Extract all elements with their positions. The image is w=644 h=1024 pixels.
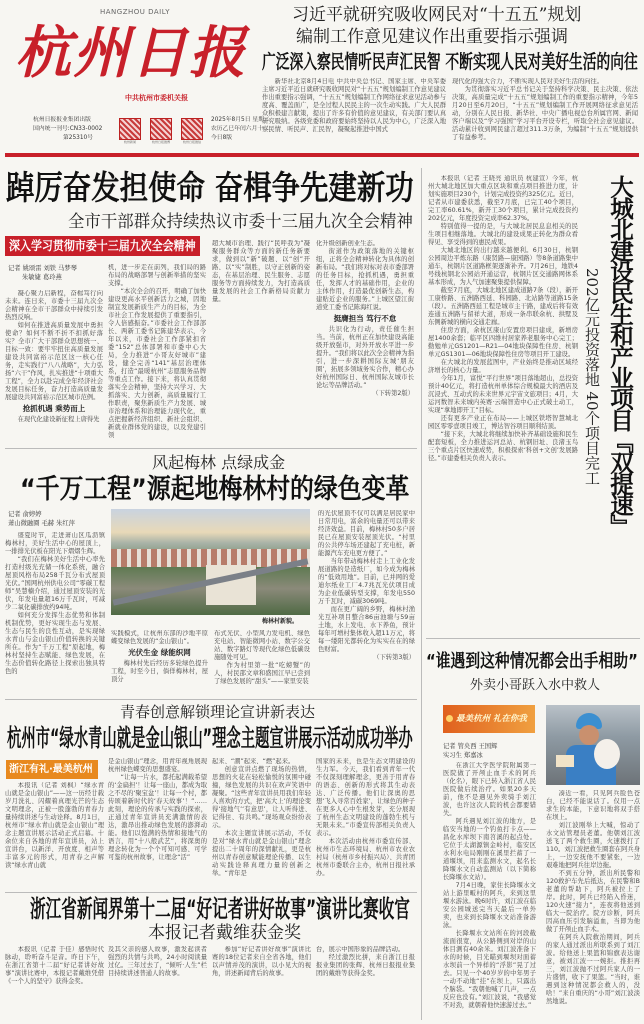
paragraph: “让每一片水，都托起满载希望的‘金扁担’！让每一座山，都成为取之不尽的‘聚宝盆’！让每一个村，都传颂着新时代的‘春天故事’！”……此刻，理论的传承与实践的探索，正通过青年宣讲员充满激情的表达，激昂出推动绿色发展的澎湃动能。他们以饱满的热情和接地气的语言，用“十八般武艺”，将深奥的理念转化为一个个可知可感、可学可鉴的杭州故事，让理念“活” [108, 774, 207, 861]
cityn-headline: 大城北建设民生和产业项目『双提速』 [606, 175, 634, 536]
lead-kicker-2-box [296, 27, 632, 47]
paragraph: 参加“好记者讲好故事”演讲比赛的18位记者来自全省各地，他们以声情并茂的演讲，以小见大的视角，讲述新闻背后的故事。 [212, 946, 311, 977]
paragraph: 盛夏时节，走进萧山区瓜沥镇梅林村，美好生活中心的屋顶上，一排排光伏板在阳光下熠熠生辉。 [5, 532, 105, 555]
paragraph: 实践模式，让杭州东部的沙地平原蝶变绿色发展的“金山银山”。 [111, 630, 208, 645]
masthead-logo: 杭州日报 [15, 20, 247, 86]
paragraph: 今年1月，富悦“平行世界”项目落地超山，总投资预计40亿元，将打造杭州单体综合规模最大的酒店及沉浸式、互动式的未来世界元宇宙文旅项目；4月，大运河数智未来城内英赛·云端智造中心正式破土动工，实现“拿地即开工”目标。 [428, 375, 578, 414]
main-banner-text: 深入学习贯彻市委十三届九次全会精神 [9, 238, 196, 253]
paragraph: 如何在推进高质量发展中勇担使命？如何不断不折不扣抓好落实？全市广大干部群众思想统一、目标一致：要牢牢扭住高质量发展建设共同富裕示范区这一核心任务，走实践行“八八战略”，大力弘扬“六干”作风，扎实推进“十项重大工程”，全力以赴完成全年经济社会发展目标任务，奋力打造高质量发展建设共同富裕示范区城市范例。 [5, 322, 103, 401]
meilin-col-1 [5, 532, 105, 694]
lecture-headline-box [7, 724, 413, 753]
main-col-3 [212, 240, 310, 442]
paragraph: 新华社北京8月4日电 中共中央总书记、国家主席、中央军委主席习近平近日就研究吸收网民对“十五五”规划编制工作意见建议作出重要指示强调，“十五五”规划编制工作网络征求意见活动参与度高、覆盖面广，是全过程人民民主的一次生动实践。广大人民群众积极建言献策，提出了许多有价值的意见建议，有关部门要认真研究吸纳。各级党委和政府要始终坚持以人民为中心，广泛深入地察民情、听民声、汇民智，凝聚起推进中国式 [262, 78, 446, 133]
main-col-1 [5, 290, 103, 442]
paragraph: 截至7月底，大城北地区建成道路7条（段），新开工康桥路、五洲路西延、科园路、北站路等道路15条（段）。五洲路西延工程是城市主干路，建成后将有效连通五洲路与留祥大道，形成一条串联余杭、拱墅及东侧新城的横向交通走廊。 [428, 287, 578, 326]
paragraph: 还有更多产业正在布局——上城区铁塔智慧城北园区零零壹项目竣工，博达智谷项目顺利结顶。 [428, 415, 578, 430]
paragraph: 如何充分发挥生态优势和体制机制优势，更好实现生态与发展、生态与民生的良性互动，是实现绿水青山与金山银山价值转换的关键所在。作为“千万工程”原起地，梅林村坚持生态赋能、绿色发展，在生态价值转化路径上探索出独具特色的 [5, 612, 105, 675]
main-headline-box [6, 168, 414, 208]
paragraph: “我们在梅林美好生活中心率先打造村级光充储一体化系统，融合屋顶风格布局258千瓦分布式屋顶光伏。”国网杭州供电公司“零碳工程师”吴慧楠介绍，通过屋顶安装的光伏，年发电量超16万千瓦时，可减少二氧化碳排放约94吨。 [5, 556, 105, 611]
masthead-rule [5, 153, 639, 157]
main-byline [8, 264, 77, 282]
lead-kicker-1-box [292, 5, 632, 25]
masthead-english: HANGZHOU DAILY [100, 8, 170, 16]
byline-line: 记者 管央西 王国辉 [443, 743, 498, 750]
paragraph: “本次全会的召开，明确了加快建设更高水平创新活力之城，因地制宜发展新质生产力的目标，为全市社会工作发展提供了重要指引，令人倍感振奋。”市委社会工作部部长、两新工委书记陈建华表示，今年以来，市委社会工作部紧扣省委“152”总体部署和市委中心大局，全力推进“小哥友好城市”建设，健全完善“141”基层治理体系，打造“最暖杭州”志愿服务品牌等重点工作。接下来，将认真贯彻落实全会精神，坚持大兴学习、大抓落实、大力创新，高质量履行工作职责，聚焦新质生产力发展、城市治理体系和治理能力现代化，重点把握新经济组织、新社会组织、新就业群体党的建设，以及党建引领 [108, 288, 206, 439]
rescue-photo [546, 705, 640, 785]
section-divider [5, 448, 417, 449]
lecture-kicker: 青春创意解锁理论宣讲新表达 [120, 703, 316, 721]
paragraph: “接下来，大城北将继续加快补齐基础设施和民生配套短板，全力推进运河总站、杭钢旧址、良渚玉鸟三个重点片区快速成势，积极探索‘科创+文创’发展路径。”市建委相关负责人表示。 [428, 431, 578, 462]
paragraph: 经过激烈比拼，来自浙江日报报业集团的张辉、杭州日报报业集团的戴维等获得金奖。 [316, 954, 415, 977]
qr-codes [119, 118, 203, 144]
paragraph: 凑近一看，只见阿兵脸色苍白，已经不能说话了。仅用一点求生的本能，下意识地将双手搭在坝上。 [546, 790, 640, 821]
lecture-banner-text: 浙江有礼·最美杭州 [9, 764, 93, 775]
paragraph: 化升级创新创业生态。 [316, 240, 379, 247]
paragraph: 街道作为政策落地的关键枢纽，正将全会精神转化为具体的创新布局。“我们将对标对表市委部署的任务目标，抢抓机遇，勇担重任，发挥人才的基础作用，企业的主体作用，打造最优创新生态，构建贴近企业的服务。”上城区望江街道党工委书记陈海红说。 [316, 248, 414, 311]
paragraph: 机，进一步走在前列，我们局的路布局的战略部署与创新举措的坚实支撑。 [108, 264, 206, 287]
paragraph: 在大城北的发展蓝图中，产业始终是推动区域经济增长的核心力量。 [428, 359, 578, 374]
paragraph: 为贯彻落实习近平总书记关于坚持科学决策、民主决策、依法决策，高质量完成“十五五”规划编制工作的重要指示精神，今年5月20日至6月20日，“十五五”规划编制工作开展网络征求意见活动，分别在人民日报、新华社、中央广播电视总台所属官网、新闻客户端以及“学习强国”学习平台开设专栏，听取全社会意见建议。活动累计收到网民建言超过311.3万条，为编制“十五五”规划提供了有益参考。 [452, 86, 638, 141]
lecture-banner [6, 760, 98, 779]
qr-label: 杭州日报微博 [151, 140, 170, 144]
section-subhead: 光伏生金 绿能织网 [128, 648, 191, 657]
meilin-byline [8, 510, 75, 528]
award-headline: 浙江省新闻界第十二届“好记者讲好故事”演讲比赛收官 [30, 895, 410, 923]
paragraph: 大城北地区的出行越来越便利。6月30日，杭钢公园周边平炼东路（康贤路—康园路）等8条道路集中通车，杭钢片区道路框架逐渐补齐。7月26日，地铁4号线杭钢北公园站开通运营，杭钢片区交通路网体系基本形成，为人气加速聚集提供保障。 [428, 247, 578, 286]
rescue-col-2 [546, 790, 640, 1020]
meilin-photo [111, 509, 310, 615]
masthead-organ: 中共杭州市委机关报 [125, 94, 188, 102]
cn-number: 国内统一刊号:CN33-0002 [33, 126, 103, 132]
rescue-headline: “谁遇到这种情况都会出手相助” [426, 651, 638, 672]
rescue-byline [443, 742, 497, 760]
date-info [211, 116, 270, 143]
main-subtitle: 全市干部群众持续热议市委十三届九次全会精神 [68, 212, 413, 232]
paragraph: 当年带动梅林村走上工业化发展道路的是造纸厂，如今成为梅林的“低效用地”。目前，已并网的爱迪尔纸业工厂4.7兆瓦光伏项目成为企业低碳转型支撑，年发电550万千瓦时，减碳3069吨。 [318, 558, 415, 605]
main-subtitle-box [68, 212, 413, 233]
meilin-col-3 [214, 630, 310, 694]
lead-col-1 [262, 78, 446, 150]
award-col-2 [108, 946, 207, 1022]
lecture-col-2 [108, 758, 207, 890]
paragraph: 住房方面，余杭区康山安置房项目建成，新增房屋1400余套；临平区四维村居家养老服务中心完工；勤勉单元GS1201—R21—04地块保障性住房、杭钢单元GS1301—06地块保障性住房等项目开工建设。 [428, 327, 578, 358]
rescue-banner-inner [446, 705, 527, 733]
byline-line: 实习生 郑嘉冰 [443, 752, 483, 759]
jump-line[interactable]: （下转第2版） [372, 390, 414, 397]
paragraph: 本次主题宣讲展示活动，不仅是对“绿水青山就是金山银山”理念提出二十周年的深情献礼，更是杭州以青春创意赋能理论传播、以生动实践诠释真理力量的创新之举。“青年是 [212, 830, 311, 877]
lecture-headline: 杭州市“绿水青山就是金山银山”理念主题宣讲展示活动成功举办 [7, 724, 413, 752]
qr-label: 杭州日报微信 [182, 140, 201, 144]
column-divider [421, 168, 422, 1020]
main-col-2 [108, 264, 206, 442]
paragraph: 及其父亲的感人故事，激发起读者强烈的共情与共鸣，24小时阅读量过亿。三年过去了，“倾听·人生”栏目持续讲述普通人的故事。 [108, 946, 207, 977]
award-col-4 [316, 946, 415, 1022]
rescue-subtitle: 外卖小哥跃入水中救人 [470, 678, 601, 693]
paragraph: 的光伏屋顶不仅可以满足居民家中日常用电，富余的电量还可以带来经济效益。目前，梅林村50多户居民已在屋顶安装屋顶光伏。“村里的公共停车场还建起了充电桩，新能源汽车充电更方便了。” [318, 510, 415, 557]
paragraph: 特别值得一提的是，与大城北居民息息相关的民生项目相继落地。大城北的建设成果正转化为群众看得见、享受得到的惠民成果。 [428, 223, 578, 246]
byline-line: 记者 俞婷婷 [8, 511, 42, 518]
paragraph: 本报讯（记者 于佳）感悟时代脉动，聆听奋斗足音。昨日下午，在浙江省第十二届“好记者讲好故事”演讲比赛中，本报记者戴维凭借《一个人的坚守》获得金奖。 [5, 946, 104, 985]
lecture-col-3 [212, 758, 311, 890]
meilin-kicker: 风起梅林 点绿成金 [152, 453, 286, 472]
jump-line[interactable]: （下转第3版） [373, 654, 415, 661]
paragraph: 国家的未来，也是生态文明建设的生力军。今天，我们看到青年一代不仅深刻理解理念，更善于用青春的语态、创新的形式将其生动表达、广泛传播。他们让深奥的思想‘飞入寻常百姓家’，让绿色的种子在更多人心中生根发芽，充分展现了杭州生态文明建设的蓬勃生机与无限未来。”市委宣传部相关负责人表示。 [316, 758, 415, 837]
paragraph: 长降堰水文站所在的河段截流面很宽，从公路侧到对岸的山体目测有40余米。刘江波准备下水的时候，目光瞄到堰坝对面蓄水坝前一个异样的“浮影”晃了过去。只见一个40岁岁的中年男子一动不动地“挂”在坝上，只露出个脑袋。“我朝他喊了几声，一点反应也没有。”刘江波说，“我感觉不对劲，就朝着他快速游过去。” [443, 930, 536, 1009]
paragraph: 起来、“潮”起来、“燃”起来。 [212, 758, 295, 765]
rescue-col-1 [443, 762, 536, 1020]
paragraph: 凝心聚力启新程，奋楫笃行向未来。连日来，市委十三届九次全会精神在全市干部群众中持续引发热烈反响。 [5, 290, 103, 321]
paragraph: 本报讯（记者 王晓亮 通讯员 杭建宣）今年，杭州大城北地区加大重点区块和重点项目推进力度，计划实施项目230个，计划完成投资约325亿元。近日，记者从市建委获悉，截至7月底，已完工40个项目，完工率60.61%，新开工30个项目，累计完成投资约202亿元，年度投资完成率62.37%。 [428, 175, 578, 222]
award-subtitle: 本报记者戴维获金奖 [148, 923, 301, 943]
meilin-headline: “千万工程”源起地梅林村的绿色变革 [20, 474, 410, 505]
meilin-col-2 [111, 630, 208, 694]
paragraph: 是金山银山”理念，用青年视角展现杭州绿色蝶变的思想盛宴。 [108, 758, 207, 773]
section-divider [5, 699, 417, 700]
banner-text: 最美杭州 礼在你我 [455, 714, 527, 724]
qr-label: 杭州新闻 [123, 140, 136, 144]
paragraph: 梅林村先后经历多轮绿色提升工程，时至今日，倘佯梅林村，屋顶分 [111, 660, 208, 683]
byline-line: 萧山微融圈 毛赫 朱红萍 [8, 520, 75, 527]
byline-line: 记者 姚颂雷 刘铁 马梦琴 [8, 265, 77, 272]
date: 2025年8月5日 星期二 [211, 117, 270, 123]
rescue-headline-box [426, 650, 638, 673]
main-headline: 踔厉奋发担使命 奋楫争先建新功 [6, 168, 414, 207]
logo-icon [446, 715, 453, 722]
publisher-info [33, 116, 102, 143]
paragraph: 而在更广阔的乡野，梅林村渔光互补项目整合86亩池塘与59亩土地，水上发电、水下养鱼，预计每年可增村集体收入超11万元，将每一缕阳光都转化为实实在在的绿色财富。 [318, 606, 415, 653]
page-count: 今日8版 [211, 135, 233, 141]
paragraph: 创意宣讲点燃了现场的热情，思想的火花在轻松愉悦的氛围中碰撞，绿色发展的共识在欢声笑语中凝聚。“这些青年宣讲员用我们年轻人喜欢的方式，把‘高大上’的理论变得‘接地气’‘有意思’，让人听得进、记得住、有共鸣。”现场观众纷纷表示。 [212, 766, 311, 829]
qr-code-icon[interactable] [119, 118, 141, 140]
paragraph: 在阿兵入院救治期间，阿兵的家人通过派出所联系到了刘江波。给他送上果篮和锦旗表达谢意，被刘江波一一婉拒。推拒再三，刘江波抛不过阿兵家人的一片盛情，收下了果篮。“当时，谁遇到这种情况都会救人的，没啥！”来自重庆的“小哥”刘江波淡然地说。 [546, 934, 640, 1005]
publisher: 杭州日报报业集团出版 [33, 117, 91, 123]
cityn-body [428, 175, 578, 560]
paragraph: 刘江波刚举上大喊，惊动了水文站管理员老董。他朝刘江波送飞了两个救生圈，火速拨打了110。刘江波把救生圈套在阿兵身上，一边安抚他不要紧张，一边艰难地把阿兵往岸边拖。 [546, 822, 640, 869]
lead-headline-box [262, 50, 638, 74]
meilin-col-4 [318, 510, 415, 694]
paragraph: 本报讯（记者 刘枫）“绿水青山就是金山银山”——这一历经廿载岁月洗礼、闪耀着真理光芒的生态文明理念，正被一股蓬勃的青春力量持续讲述与生动诠释。8月1日，杭州市“绿水青山就是金山银山”理念主题宣讲展示活动正式启幕。十余位来自各地的青年宣讲员，站上宣讲台，以新洋、开放度、相声等丰富多元的形式，用青春之声解读“绿水青山就 [5, 782, 104, 869]
byline-line: 朱敏婕 葛玲燕 [22, 274, 62, 281]
section-subhead: 挺膺担当 笃行不怠 [333, 314, 397, 323]
cityn-subtitle: 202亿元投资落地 40个项目完工 [583, 268, 601, 486]
section-divider [5, 892, 417, 893]
main-banner [5, 236, 200, 256]
paragraph: 在浙江大学医学院附属第一医院做了开颅止血手术的阿兵（化名），眼下已转入浙江省人民医院做后续治疗。如果20多天前，他不是遇见外卖骑手刘江波，也许这次人院的机会都要错失。 [443, 762, 536, 817]
paragraph: 超大城市治理、践行“民呼我为”凝聚服务群众等方面的新任务新要求，做到以“新”破题、以“创”开路、以“实”制胜，以守正创新的姿态，在基层治理、民生服务、志愿服务等方面持续发力，为打造高质量发展的社会工作新格局贡献力量。 [212, 240, 310, 303]
paragraph: 阿兵遇见刘江波的地方，是临安当地的一个钓鱼打卡点——昌化水库坝下南苕溪的起点处。它位于太湖源镇金岭村，临安区水利水电局刚刚在溪里拦蓄了一道堰坝，用来监测水文，起名长降堰水文自动监测站（以下简称长降堰水文站）。 [443, 818, 536, 881]
award-headline-box [30, 895, 410, 923]
lecture-col-4 [316, 758, 415, 890]
paragraph: 7月4日晚，家住长降堰水文站上游里畈村的阿兵，来到这里堰水游泳。晚6时许，刘江波在临安公园城送完当天最后一单外卖，也来到长降堰水文站准备游泳。 [443, 882, 536, 929]
paragraph: 本次活动由杭州市委宣传部、杭州市生态环境局、杭州市农业农村局（杭州市乡村振兴局）、共青团杭州市委联合主办，杭州日报社承办。 [316, 838, 415, 877]
qr-code-icon[interactable] [181, 118, 203, 140]
rescue-banner [443, 705, 535, 733]
lead-kicker-2: 编制工作意见建议作出重要指示强调 [296, 27, 568, 47]
award-col-1 [5, 946, 104, 1022]
paragraph: 作为村里第一批“吃螃蟹”的人，村民邵文章和盛国江早已尝到了绿色发展的“甜头”——家里安装 [214, 662, 310, 685]
award-col-3 [212, 946, 311, 1022]
meilin-headline-box [20, 474, 410, 506]
qr-code-icon[interactable] [150, 118, 172, 140]
paragraph: 在现代化建设新征程上唐得先 [17, 416, 100, 423]
lead-col-2 [452, 78, 638, 150]
issue-number: 第25310号 [63, 135, 94, 141]
photo-caption: 梅林村新貌。 [262, 618, 299, 625]
paragraph: 现代化的强大合力，不断实现人民对美好生活的向往。 [452, 78, 604, 85]
paragraph: 布式光伏、小型风力发电机、绿色充电站、智能微网小站、数字公交站、数字路灯等现代化绿色低碳设施随处可见。 [214, 630, 310, 661]
lead-headline: 广泛深入察民情听民声汇民智 不断实现人民对美好生活的向往 [262, 51, 638, 73]
section-subhead: 抢抓机遇 乘势而上 [22, 404, 86, 413]
main-col-4 [316, 240, 414, 442]
paragraph: 共识化为行动，责任催生担当。当前，杭州正在加快建设高能级开放强市，对外开放水平进一步提升。“我们将以此次全会精神为指引，进一步深耕国际友城‘朋友圈’，拓展多领域务实合作，精心办好杭州国际日、杭州国际友城市长论坛等品牌活动。” [316, 326, 414, 389]
paragraph: 台，展示中国形象的品牌活动。 [316, 946, 405, 953]
paragraph: 不到五分钟，派出所民警和120救护车先后抵达，在民警和B老董的帮助下，阿兵被拉上了岸。此时，阿兵已经陷入昏迷，120火速“接力”，连夜将他送到临大一院治疗。院方诊断，阿兵因高血压引发脑溢血，当即为他做了开颅止血手术。 [546, 870, 640, 933]
lecture-col-1 [5, 782, 104, 890]
lunar-date: 农历乙巳年闰六月十二 [211, 126, 269, 132]
lead-kicker-1: 习近平就研究吸收网民对“十五五”规划 [292, 5, 582, 25]
section-divider [426, 638, 640, 639]
